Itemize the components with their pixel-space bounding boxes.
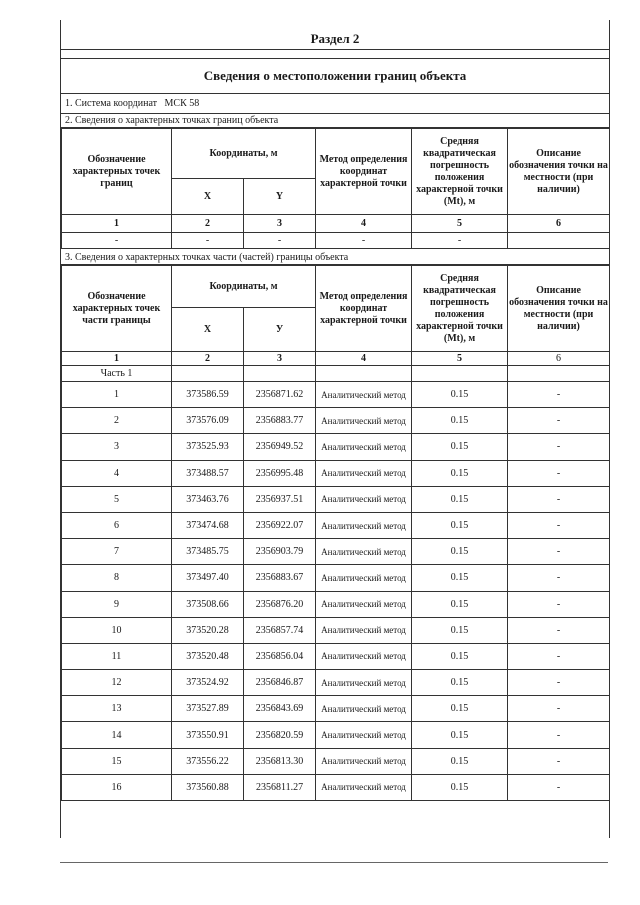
part-boundary-points-table — [61, 265, 610, 801]
coord-system-line — [61, 94, 609, 114]
point-number: 3 — [62, 434, 172, 460]
point-description: - — [508, 696, 610, 722]
col-num: 6 — [508, 352, 610, 366]
point-x: 373527.89 — [172, 696, 244, 722]
point-method: Аналитический метод — [316, 512, 412, 538]
point-precision: 0.15 — [412, 774, 508, 800]
point-precision: 0.15 — [412, 539, 508, 565]
point-y: 2356846.87 — [244, 670, 316, 696]
empty-cell: - — [316, 233, 412, 249]
point-x: 373560.88 — [172, 774, 244, 800]
point-method: Аналитический метод — [316, 434, 412, 460]
point-precision: 0.15 — [412, 591, 508, 617]
empty-cell: - — [172, 233, 244, 249]
point-y: 2356883.77 — [244, 408, 316, 434]
point-description: - — [508, 486, 610, 512]
point-y: 2356813.30 — [244, 748, 316, 774]
point-x: 373497.40 — [172, 565, 244, 591]
point-number: 2 — [62, 408, 172, 434]
point-x: 373485.75 — [172, 539, 244, 565]
part-label: Часть 1 — [62, 366, 172, 382]
point-x: 373586.59 — [172, 382, 244, 408]
point-method: Аналитический метод — [316, 748, 412, 774]
point-y: 2356843.69 — [244, 696, 316, 722]
col-num: 4 — [316, 352, 412, 366]
col-num: 2 — [172, 215, 244, 233]
point-precision: 0.15 — [412, 670, 508, 696]
point-y: 2356903.79 — [244, 539, 316, 565]
points-body — [62, 382, 610, 801]
point-number: 9 — [62, 591, 172, 617]
point-number: 14 — [62, 722, 172, 748]
point-description: - — [508, 539, 610, 565]
empty-row — [62, 233, 610, 249]
point-description: - — [508, 408, 610, 434]
document-sheet — [60, 20, 610, 838]
th-coords-part: Координаты, м — [172, 266, 316, 308]
point-x: 373556.22 — [172, 748, 244, 774]
col-num: 1 — [62, 215, 172, 233]
table-row — [62, 408, 610, 434]
column-numbers-row — [62, 215, 610, 233]
point-y: 2356811.27 — [244, 774, 316, 800]
col-num: 2 — [172, 352, 244, 366]
point-number: 11 — [62, 643, 172, 669]
th-y: Y — [244, 179, 316, 215]
th-coords: Координаты, м — [172, 129, 316, 179]
table-row — [62, 382, 610, 408]
point-y: 2356820.59 — [244, 722, 316, 748]
point-method: Аналитический метод — [316, 565, 412, 591]
table-row — [62, 774, 610, 800]
point-x: 373474.68 — [172, 512, 244, 538]
point-method: Аналитический метод — [316, 591, 412, 617]
point-method: Аналитический метод — [316, 774, 412, 800]
col-num: 5 — [412, 352, 508, 366]
point-x: 373508.66 — [172, 591, 244, 617]
point-description: - — [508, 643, 610, 669]
point-x: 373463.76 — [172, 486, 244, 512]
th-designation: Обозначение характерных точек границ — [62, 129, 172, 215]
th-y-part: У — [244, 308, 316, 352]
points-section-label: 2. Сведения о характерных точках границ объекта — [61, 114, 609, 128]
point-method: Аналитический метод — [316, 617, 412, 643]
col-num: 3 — [244, 352, 316, 366]
point-number: 4 — [62, 460, 172, 486]
point-precision: 0.15 — [412, 748, 508, 774]
point-y: 2356871.62 — [244, 382, 316, 408]
point-x: 373520.48 — [172, 643, 244, 669]
th-precision: Средняя квадратическая погрешность положения характерной точки (Mt), м — [412, 129, 508, 215]
point-number: 8 — [62, 565, 172, 591]
part-label-row — [62, 366, 610, 382]
point-description: - — [508, 774, 610, 800]
point-x: 373525.93 — [172, 434, 244, 460]
empty-cell — [508, 233, 610, 249]
boundary-points-table — [61, 128, 610, 249]
point-precision: 0.15 — [412, 565, 508, 591]
col-num: 3 — [244, 215, 316, 233]
point-description: - — [508, 591, 610, 617]
coord-system-value: МСК 58 — [164, 98, 200, 109]
point-y: 2356922.07 — [244, 512, 316, 538]
point-y: 2356883.67 — [244, 565, 316, 591]
point-method: Аналитический метод — [316, 670, 412, 696]
point-precision: 0.15 — [412, 434, 508, 460]
th-description-part: Описание обозначения точки на местности (при наличии) — [508, 266, 610, 352]
point-description: - — [508, 617, 610, 643]
point-number: 6 — [62, 512, 172, 538]
point-description: - — [508, 382, 610, 408]
point-description: - — [508, 670, 610, 696]
table-row — [62, 486, 610, 512]
point-number: 15 — [62, 748, 172, 774]
point-method: Аналитический метод — [316, 722, 412, 748]
point-precision: 0.15 — [412, 722, 508, 748]
table-row — [62, 591, 610, 617]
point-precision: 0.15 — [412, 696, 508, 722]
point-y: 2356876.20 — [244, 591, 316, 617]
point-number: 1 — [62, 382, 172, 408]
point-precision: 0.15 — [412, 617, 508, 643]
point-description: - — [508, 748, 610, 774]
point-precision: 0.15 — [412, 486, 508, 512]
point-precision: 0.15 — [412, 408, 508, 434]
point-method: Аналитический метод — [316, 486, 412, 512]
point-y: 2356995.48 — [244, 460, 316, 486]
point-y: 2356856.04 — [244, 643, 316, 669]
point-number: 16 — [62, 774, 172, 800]
point-x: 373488.57 — [172, 460, 244, 486]
th-description: Описание обозначения точки на местности (при наличии) — [508, 129, 610, 215]
point-x: 373576.09 — [172, 408, 244, 434]
col-num: 1 — [62, 352, 172, 366]
point-x: 373520.28 — [172, 617, 244, 643]
point-precision: 0.15 — [412, 382, 508, 408]
th-method-part: Метод определения координат характерной точки — [316, 266, 412, 352]
th-method: Метод определения координат характерной точки — [316, 129, 412, 215]
th-x-part: X — [172, 308, 244, 352]
point-method: Аналитический метод — [316, 408, 412, 434]
point-description: - — [508, 565, 610, 591]
point-number: 12 — [62, 670, 172, 696]
point-method: Аналитический метод — [316, 643, 412, 669]
point-x: 373550.91 — [172, 722, 244, 748]
point-number: 13 — [62, 696, 172, 722]
table-row — [62, 460, 610, 486]
table-row — [62, 539, 610, 565]
point-number: 10 — [62, 617, 172, 643]
point-precision: 0.15 — [412, 512, 508, 538]
point-y: 2356857.74 — [244, 617, 316, 643]
col-num: 4 — [316, 215, 412, 233]
table-row — [62, 434, 610, 460]
col-num: 5 — [412, 215, 508, 233]
table-row — [62, 643, 610, 669]
point-precision: 0.15 — [412, 460, 508, 486]
col-num: 6 — [508, 215, 610, 233]
point-description: - — [508, 460, 610, 486]
parts-section-label: 3. Сведения о характерных точках части (частей) границы объекта — [61, 250, 609, 265]
table-row — [62, 512, 610, 538]
point-number: 5 — [62, 486, 172, 512]
page-bottom-line — [60, 862, 608, 863]
point-description: - — [508, 722, 610, 748]
point-method: Аналитический метод — [316, 539, 412, 565]
document-subtitle: Сведения о местоположении границ объекта — [61, 58, 609, 94]
point-y: 2356949.52 — [244, 434, 316, 460]
point-number: 7 — [62, 539, 172, 565]
coord-system-label: 1. Система координат — [65, 98, 158, 109]
point-method: Аналитический метод — [316, 460, 412, 486]
point-method: Аналитический метод — [316, 696, 412, 722]
table-row — [62, 565, 610, 591]
table-row — [62, 617, 610, 643]
empty-cell: - — [244, 233, 316, 249]
table-row — [62, 670, 610, 696]
th-precision-part: Средняя квадратическая погрешность положения характерной точки (Mt), м — [412, 266, 508, 352]
point-description: - — [508, 512, 610, 538]
point-precision: 0.15 — [412, 643, 508, 669]
point-x: 373524.92 — [172, 670, 244, 696]
empty-cell: - — [62, 233, 172, 249]
point-description: - — [508, 434, 610, 460]
point-method: Аналитический метод — [316, 382, 412, 408]
table-row — [62, 748, 610, 774]
th-designation-part: Обозначение характерных точек части границы — [62, 266, 172, 352]
section-title: Раздел 2 — [61, 20, 609, 50]
column-numbers-row — [62, 352, 610, 366]
table-row — [62, 696, 610, 722]
table-row — [62, 722, 610, 748]
point-y: 2356937.51 — [244, 486, 316, 512]
empty-cell: - — [412, 233, 508, 249]
th-x: X — [172, 179, 244, 215]
